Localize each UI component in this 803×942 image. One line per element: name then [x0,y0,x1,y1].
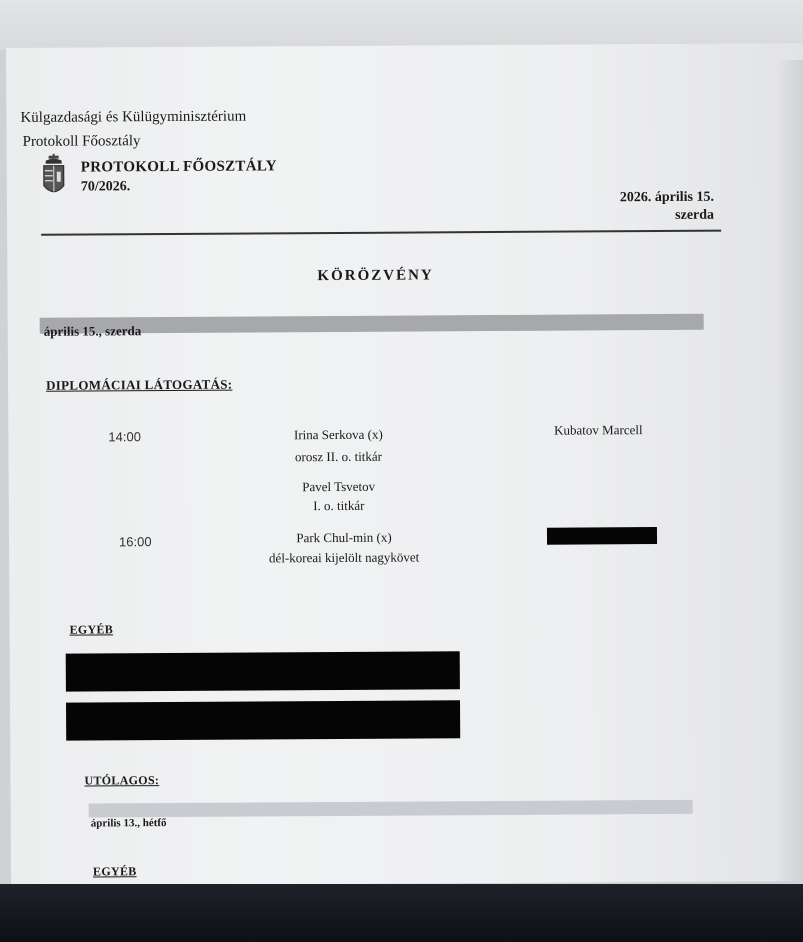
document-date: 2026. április 15. [619,189,714,206]
screen-top-strip [0,0,803,50]
visit-time: 16:00 [118,534,152,550]
guest-title: dél-koreai kijelölt nagykövet [268,549,420,566]
redacted-block [66,700,460,740]
guest-name: Park Chul-min (x) [296,529,392,546]
guest-name: Pavel Tsvetov [302,478,376,495]
page-shadow [775,60,803,890]
retro-other-heading: EGYÉB [92,864,137,879]
diplomatic-visit-heading: DIPLOMÁCIAI LÁTOGATÁS: [46,376,233,393]
retro-day-band [89,800,693,818]
redacted-block [66,651,460,691]
other-heading: EGYÉB [69,622,114,637]
day-band-label: április 15., szerda [43,323,142,339]
ministry-name: Külgazdasági és Külügyminisztérium [20,108,247,126]
guest-name: Irina Serkova (x) [293,426,383,443]
document-number: 70/2026. [80,179,131,195]
department-name: Protokoll Főosztály [22,133,141,150]
document-weekday: szerda [675,207,715,223]
host-name: Kubatov Marcell [554,422,643,438]
protocol-department-title: PROTOKOLL FŐOSZTÁLY [80,158,277,176]
document-title: KÖRÖZVÉNY [317,267,434,285]
retro-day-band-label: április 13., hétfő [90,817,167,830]
guest-title: orosz II. o. titkár [294,448,383,465]
guest-title: I. o. titkár [313,497,365,514]
document-page [6,43,803,886]
visit-time: 14:00 [108,429,141,445]
monitor-bezel [0,884,803,942]
hungarian-coat-of-arms-icon [41,154,67,202]
retroactive-heading: UTÓLAGOS: [84,773,160,788]
header-divider [41,230,721,236]
redacted-host [547,527,657,545]
